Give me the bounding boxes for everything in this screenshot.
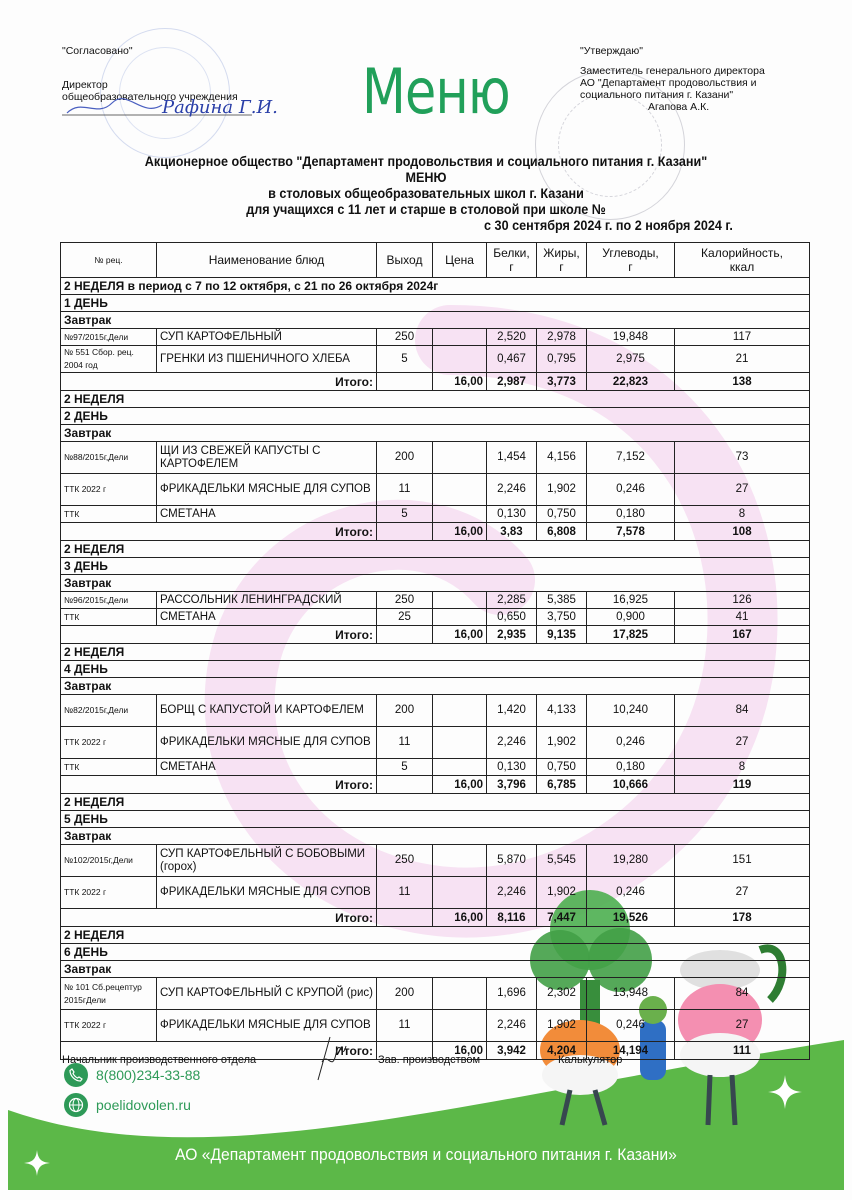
week-header-row (61, 278, 810, 295)
table-row (61, 346, 810, 373)
recipe-number: ТТК (61, 759, 157, 776)
total-carbs: 19,526 (587, 909, 675, 927)
dish-fat: 1,902 (537, 727, 587, 759)
week-row (61, 541, 810, 558)
total-fat: 9,135 (537, 626, 587, 644)
dish-carbs: 0,246 (587, 474, 675, 506)
table-row (61, 506, 810, 523)
dish-protein: 2,246 (487, 727, 537, 759)
meal-row (61, 425, 810, 442)
total-protein: 3,796 (487, 776, 537, 794)
day-row (61, 295, 810, 312)
day-row (61, 408, 810, 425)
dish-calories: 73 (675, 442, 810, 474)
dish-name: БОРЩ С КАПУСТОЙ И КАРТОФЕЛЕМ (157, 695, 377, 727)
dish-fat: 0,750 (537, 506, 587, 523)
total-protein: 8,116 (487, 909, 537, 927)
dish-price (433, 474, 487, 506)
dish-calories: 84 (675, 695, 810, 727)
dish-output: 5 (377, 346, 433, 373)
footer-org-name: АО «Департамент продовольствия и социального питания г. Казани» (175, 1145, 677, 1164)
director-title-line1: Директор (62, 79, 108, 91)
period-subtitle: с 30 сентября 2024 г. по 2 ноября 2024 г. (484, 217, 733, 233)
total-fat: 7,447 (537, 909, 587, 927)
dish-carbs: 0,246 (587, 877, 675, 909)
dish-carbs: 19,848 (587, 329, 675, 346)
dish-price (433, 1010, 487, 1042)
approve-label: "Утверждаю" (580, 45, 643, 57)
total-output (377, 776, 433, 794)
meal-label: Завтрак (61, 312, 810, 329)
agreed-label: "Согласовано" (62, 45, 133, 57)
total-carbs: 17,825 (587, 626, 675, 644)
total-calories: 178 (675, 909, 810, 927)
dish-protein: 0,650 (487, 609, 537, 626)
dish-price (433, 727, 487, 759)
table-row (61, 695, 810, 727)
day-row (61, 558, 810, 575)
day-row (61, 944, 810, 961)
dish-carbs: 0,180 (587, 506, 675, 523)
dish-fat: 5,385 (537, 592, 587, 609)
table-row (61, 474, 810, 506)
recipe-number: ТТК (61, 506, 157, 523)
day-row (61, 811, 810, 828)
approver-title-line1: Заместитель генерального директора (580, 65, 765, 77)
table-row (61, 329, 810, 346)
dish-protein: 0,130 (487, 506, 537, 523)
table-header-row (61, 243, 810, 278)
dish-price (433, 329, 487, 346)
dish-output: 250 (377, 845, 433, 877)
dish-output: 11 (377, 877, 433, 909)
globe-icon (64, 1093, 88, 1117)
dish-fat: 3,750 (537, 609, 587, 626)
total-carbs: 7,578 (587, 523, 675, 541)
website-link[interactable]: poelidovolen.ru (96, 1097, 191, 1113)
dish-calories: 126 (675, 592, 810, 609)
dish-output: 5 (377, 759, 433, 776)
calculator-label: Калькулятор (558, 1054, 623, 1066)
total-row (61, 626, 810, 644)
dish-price (433, 506, 487, 523)
total-carbs: 14,194 (587, 1042, 675, 1060)
total-carbs: 10,666 (587, 776, 675, 794)
dish-carbs: 7,152 (587, 442, 675, 474)
col-recipe-number: № рец. (61, 243, 157, 278)
recipe-number: №96/2015г,Дели (61, 592, 157, 609)
total-row (61, 523, 810, 541)
recipe-number: № 551 Сбор. рец. 2004 год (61, 346, 157, 373)
week-label: 2 НЕДЕЛЯ (61, 391, 810, 408)
dish-output: 11 (377, 1010, 433, 1042)
dish-name: ФРИКАДЕЛЬКИ МЯСНЫЕ ДЛЯ СУПОВ (157, 474, 377, 506)
col-protein: Белки, г (487, 243, 537, 278)
table-row (61, 877, 810, 909)
col-output: Выход (377, 243, 433, 278)
week-label: 2 НЕДЕЛЯ (61, 541, 810, 558)
dish-name: ЩИ ИЗ СВЕЖЕЙ КАПУСТЫ С КАРТОФЕЛЕМ (157, 442, 377, 474)
dish-protein: 5,870 (487, 845, 537, 877)
dish-fat: 0,795 (537, 346, 587, 373)
week-row (61, 927, 810, 944)
total-price: 16,00 (433, 1042, 487, 1060)
director-signature (62, 93, 322, 123)
dish-name: СУП КАРТОФЕЛЬНЫЙ (157, 329, 377, 346)
dish-protein: 0,130 (487, 759, 537, 776)
dish-protein: 1,696 (487, 978, 537, 1010)
sparkle-icon (768, 1075, 802, 1109)
meal-row (61, 961, 810, 978)
menu-title: МЕНЮ (405, 169, 447, 185)
dish-output: 250 (377, 329, 433, 346)
week-period: 2 НЕДЕЛЯ в период с 7 по 12 октября, с 21 по 26 октября 2024г (61, 278, 810, 295)
total-calories: 108 (675, 523, 810, 541)
day-label: 2 ДЕНЬ (61, 408, 810, 425)
dish-price (433, 845, 487, 877)
dish-fat: 2,302 (537, 978, 587, 1010)
day-label: 4 ДЕНЬ (61, 661, 810, 678)
dish-output: 200 (377, 978, 433, 1010)
dish-protein: 1,420 (487, 695, 537, 727)
total-label: Итого: (61, 1042, 377, 1060)
dish-name: ФРИКАДЕЛЬКИ МЯСНЫЕ ДЛЯ СУПОВ (157, 1010, 377, 1042)
dish-calories: 151 (675, 845, 810, 877)
dish-calories: 27 (675, 877, 810, 909)
total-calories: 111 (675, 1042, 810, 1060)
age-subtitle: для учащихся с 11 лет и старше в столовой при школе № (246, 201, 606, 217)
dish-output: 250 (377, 592, 433, 609)
total-price: 16,00 (433, 523, 487, 541)
website-contact (64, 1090, 200, 1120)
total-calories: 119 (675, 776, 810, 794)
dish-output: 200 (377, 695, 433, 727)
dish-price (433, 695, 487, 727)
dish-output: 25 (377, 609, 433, 626)
dish-name: СУП КАРТОФЕЛЬНЫЙ С БОБОВЫМИ (горох) (157, 845, 377, 877)
table-row (61, 442, 810, 474)
recipe-number: №82/2015г,Дели (61, 695, 157, 727)
meal-label: Завтрак (61, 678, 810, 695)
day-label: 5 ДЕНЬ (61, 811, 810, 828)
dish-fat: 2,978 (537, 329, 587, 346)
dish-name: СМЕТАНА (157, 506, 377, 523)
dish-protein: 2,285 (487, 592, 537, 609)
table-row (61, 759, 810, 776)
col-calories: Калорийность, ккал (675, 243, 810, 278)
dish-price (433, 442, 487, 474)
total-fat: 4,204 (537, 1042, 587, 1060)
recipe-number: ТТК (61, 609, 157, 626)
dish-price (433, 978, 487, 1010)
approver-title-line3: социального питания г. Казани" (580, 89, 734, 101)
day-row (61, 661, 810, 678)
dish-fat: 1,902 (537, 1010, 587, 1042)
total-fat: 6,808 (537, 523, 587, 541)
dish-protein: 2,246 (487, 1010, 537, 1042)
day-label: 6 ДЕНЬ (61, 944, 810, 961)
org-title: Акционерное общество "Департамент продовольствия и социального питания г. Казани" (144, 153, 708, 169)
dish-calories: 8 (675, 759, 810, 776)
total-label: Итого: (61, 373, 377, 391)
week-label: 2 НЕДЕЛЯ (61, 644, 810, 661)
total-calories: 167 (675, 626, 810, 644)
total-output (377, 523, 433, 541)
dish-carbs: 0,180 (587, 759, 675, 776)
total-protein: 3,83 (487, 523, 537, 541)
dish-calories: 27 (675, 1010, 810, 1042)
table-row (61, 978, 810, 1010)
dish-fat: 4,156 (537, 442, 587, 474)
dish-fat: 0,750 (537, 759, 587, 776)
dish-carbs: 19,280 (587, 845, 675, 877)
recipe-number: ТТК 2022 г (61, 727, 157, 759)
total-fat: 6,785 (537, 776, 587, 794)
dish-carbs: 0,246 (587, 1010, 675, 1042)
menu-logo: Меню (362, 55, 510, 128)
dish-calories: 27 (675, 474, 810, 506)
dish-output: 11 (377, 474, 433, 506)
table-row (61, 592, 810, 609)
dish-calories: 84 (675, 978, 810, 1010)
total-row (61, 776, 810, 794)
total-protein: 2,935 (487, 626, 537, 644)
total-protein: 3,942 (487, 1042, 537, 1060)
col-dish-name: Наименование блюд (157, 243, 377, 278)
meal-row (61, 828, 810, 845)
total-carbs: 22,823 (587, 373, 675, 391)
phone-icon (64, 1063, 88, 1087)
director-title-line2: общеобразовательного учреждения (62, 91, 238, 103)
table-row (61, 609, 810, 626)
total-label: Итого: (61, 776, 377, 794)
total-output (377, 909, 433, 927)
phone-number[interactable]: 8(800)234-33-88 (96, 1067, 201, 1083)
total-price: 16,00 (433, 626, 487, 644)
svg-text:Рафина Г.И.: Рафина Г.И. (162, 97, 278, 118)
meal-label: Завтрак (61, 961, 810, 978)
dish-calories: 41 (675, 609, 810, 626)
dish-protein: 2,520 (487, 329, 537, 346)
dish-fat: 5,545 (537, 845, 587, 877)
table-row (61, 1010, 810, 1042)
dish-name: РАССОЛЬНИК ЛЕНИНГРАДСКИЙ (157, 592, 377, 609)
dish-calories: 21 (675, 346, 810, 373)
total-label: Итого: (61, 626, 377, 644)
dish-fat: 4,133 (537, 695, 587, 727)
production-manager-label: Зав. производством (378, 1054, 481, 1066)
total-fat: 3,773 (537, 373, 587, 391)
meal-row (61, 575, 810, 592)
dish-fat: 1,902 (537, 877, 587, 909)
meal-row (61, 678, 810, 695)
production-head-signature (310, 1032, 350, 1082)
approval-left (62, 45, 278, 118)
total-protein: 2,987 (487, 373, 537, 391)
week-row (61, 391, 810, 408)
total-label: Итого: (61, 909, 377, 927)
dish-name: СМЕТАНА (157, 609, 377, 626)
menu-table (60, 242, 810, 1060)
total-row (61, 373, 810, 391)
col-fat: Жиры, г (537, 243, 587, 278)
total-label: Итого: (61, 523, 377, 541)
dish-calories: 8 (675, 506, 810, 523)
dish-carbs: 2,975 (587, 346, 675, 373)
dish-output: 200 (377, 442, 433, 474)
dish-output: 11 (377, 727, 433, 759)
table-row (61, 727, 810, 759)
total-row (61, 909, 810, 927)
week-label: 2 НЕДЕЛЯ (61, 927, 810, 944)
dish-name: СУП КАРТОФЕЛЬНЫЙ С КРУПОЙ (рис) (157, 978, 377, 1010)
day-label: 3 ДЕНЬ (61, 558, 810, 575)
dish-name: ФРИКАДЕЛЬКИ МЯСНЫЕ ДЛЯ СУПОВ (157, 727, 377, 759)
total-price: 16,00 (433, 909, 487, 927)
dish-carbs: 13,948 (587, 978, 675, 1010)
week-label: 2 НЕДЕЛЯ (61, 794, 810, 811)
meal-row (61, 312, 810, 329)
dish-name: ГРЕНКИ ИЗ ПШЕНИЧНОГО ХЛЕБА (157, 346, 377, 373)
dish-carbs: 0,900 (587, 609, 675, 626)
dish-carbs: 10,240 (587, 695, 675, 727)
production-head-label: Начальник производственного отдела (62, 1054, 257, 1066)
week-row (61, 794, 810, 811)
total-output (377, 626, 433, 644)
approver-name: Агапова А.К. (648, 101, 710, 113)
approval-right (580, 45, 765, 113)
col-price: Цена (433, 243, 487, 278)
dish-price (433, 877, 487, 909)
dish-protein: 0,467 (487, 346, 537, 373)
dish-calories: 117 (675, 329, 810, 346)
recipe-number: ТТК 2022 г (61, 474, 157, 506)
dish-calories: 27 (675, 727, 810, 759)
dish-protein: 2,246 (487, 474, 537, 506)
total-calories: 138 (675, 373, 810, 391)
meal-label: Завтрак (61, 828, 810, 845)
recipe-number: № 101 Сб.рецептур 2015гДели (61, 978, 157, 1010)
dish-name: СМЕТАНА (157, 759, 377, 776)
dish-price (433, 592, 487, 609)
meal-label: Завтрак (61, 575, 810, 592)
document-title (43, 153, 810, 233)
recipe-number: №88/2015г,Дели (61, 442, 157, 474)
dish-price (433, 609, 487, 626)
schools-subtitle: в столовых общеобразовательных школ г. Казани (268, 185, 584, 201)
sparkle-icon (24, 1150, 50, 1176)
dish-price (433, 759, 487, 776)
table-row (61, 845, 810, 877)
dish-protein: 2,246 (487, 877, 537, 909)
total-price: 16,00 (433, 776, 487, 794)
week-row (61, 644, 810, 661)
dish-protein: 1,454 (487, 442, 537, 474)
recipe-number: №102/2015г,Дели (61, 845, 157, 877)
total-output (377, 373, 433, 391)
col-carbs: Углеводы, г (587, 243, 675, 278)
day-label: 1 ДЕНЬ (61, 295, 810, 312)
dish-carbs: 0,246 (587, 727, 675, 759)
total-price: 16,00 (433, 373, 487, 391)
dish-name: ФРИКАДЕЛЬКИ МЯСНЫЕ ДЛЯ СУПОВ (157, 877, 377, 909)
dish-output: 5 (377, 506, 433, 523)
recipe-number: №97/2015г,Дели (61, 329, 157, 346)
contacts (64, 1060, 200, 1120)
dish-fat: 1,902 (537, 474, 587, 506)
approver-title-line2: АО "Департамент продовольствия и (580, 77, 757, 89)
recipe-number: ТТК 2022 г (61, 877, 157, 909)
dish-carbs: 16,925 (587, 592, 675, 609)
dish-price (433, 346, 487, 373)
recipe-number: ТТК 2022 г (61, 1010, 157, 1042)
meal-label: Завтрак (61, 425, 810, 442)
